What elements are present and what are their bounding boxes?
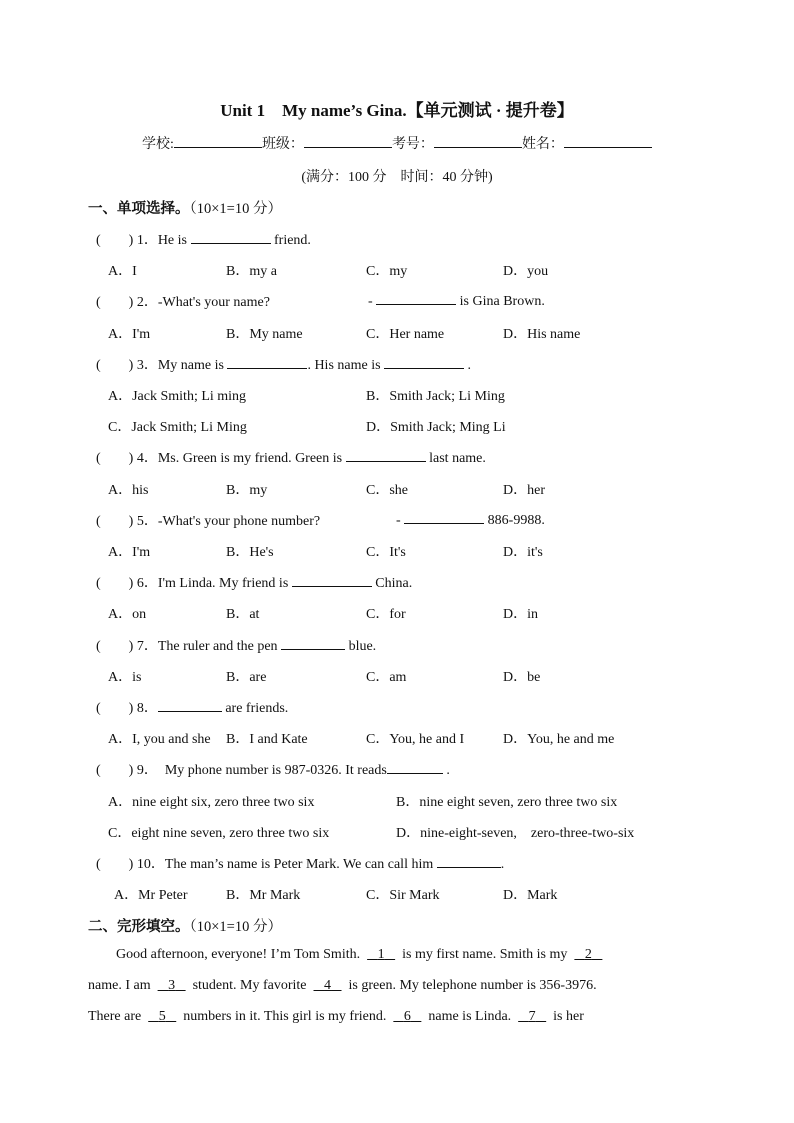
option-c[interactable]: C．she (366, 483, 408, 498)
cloze-blank-7[interactable] (518, 1009, 546, 1024)
score-info: (满分：100 分 时间：40 分钟) (301, 170, 493, 185)
option-d[interactable]: D．you (503, 264, 549, 279)
section-1-score: （10×1=10 分） (189, 201, 282, 217)
passage-line-1 (116, 947, 708, 963)
cloze-blank-6[interactable] (393, 1009, 421, 1024)
question-tail: are friends. (225, 701, 289, 716)
name-label: 姓名： (521, 137, 564, 152)
answer-blank-1[interactable] (227, 355, 307, 369)
option-a[interactable]: A．Jack Smith; Li ming (108, 389, 247, 404)
question-stem: ( ) 2．-What's your name? (96, 295, 270, 310)
cloze-blank-3[interactable] (158, 978, 186, 993)
question-3 (96, 354, 471, 374)
option-b[interactable]: B．my (226, 483, 268, 498)
passage-text: Good afternoon, everyone! I’m Tom Smith. (116, 947, 361, 962)
cloze-blank-2[interactable] (574, 947, 602, 962)
question-stem: ( ) 4．Ms. Green is my friend. Green is (96, 451, 343, 466)
cloze-number: 7 (528, 1009, 536, 1024)
option-b[interactable]: B．Smith Jack; Li Ming (366, 389, 505, 404)
option-c[interactable]: C．You, he and I (366, 732, 465, 747)
cloze-number: 4 (324, 978, 332, 993)
passage-text: name. I am (88, 978, 151, 993)
option-d[interactable]: D．Mark (503, 888, 558, 903)
question-stem: ( ) 5．-What's your phone number? (96, 514, 321, 529)
question-tail: China. (375, 576, 413, 591)
question-4 (96, 447, 486, 467)
section-2-heading (88, 915, 282, 936)
section-1-title: 一、单项选择。 (88, 201, 190, 217)
passage-text: is her (553, 1009, 584, 1024)
class-label: 班级： (261, 137, 304, 152)
question-7 (96, 635, 376, 655)
class-blank[interactable] (304, 134, 392, 148)
question-stem: ( ) 1．He is (96, 233, 187, 248)
cloze-number: 1 (377, 947, 385, 962)
option-b[interactable]: B．He's (226, 545, 274, 560)
school-label: 学校: (142, 137, 174, 152)
question-stem: ( ) 10．The man’s name is Peter Mark. We can call him (96, 857, 434, 872)
question-mid: - (368, 294, 373, 309)
answer-blank[interactable] (346, 448, 426, 462)
option-b[interactable]: B．My name (226, 327, 303, 342)
option-c[interactable]: C．eight nine seven, zero three two six (108, 826, 330, 841)
passage-text: student. My favorite (192, 978, 307, 993)
option-d[interactable]: D．in (503, 607, 538, 622)
option-c[interactable]: C．am (366, 670, 407, 685)
option-a[interactable]: A．Mr Peter (114, 888, 188, 903)
passage-text: numbers in it. This girl is my friend. (183, 1009, 387, 1024)
question-stem: ( ) 6．I'm Linda. My friend is (96, 576, 289, 591)
passage-line-2 (88, 978, 708, 994)
section-2-title: 二、完形填空。 (88, 919, 190, 935)
option-b[interactable]: B．at (226, 607, 260, 622)
question-6 (96, 572, 412, 592)
option-b[interactable]: B．my a (226, 264, 277, 279)
page-title: Unit 1 My name’s Gina.【单元测试 · 提升卷】 (220, 101, 574, 120)
option-a[interactable]: A．I, you and she (108, 732, 211, 747)
question-5-answer-part (396, 510, 545, 529)
question-tail: last name. (429, 451, 486, 466)
option-c[interactable]: C．my (366, 264, 408, 279)
option-d[interactable]: D．Smith Jack; Ming Li (366, 420, 506, 435)
cloze-number: 6 (403, 1009, 411, 1024)
option-b[interactable]: B．I and Kate (226, 732, 308, 747)
option-c[interactable]: C．for (366, 607, 406, 622)
cloze-blank-4[interactable] (314, 978, 342, 993)
header-fields (0, 133, 794, 153)
question-10 (96, 853, 504, 873)
option-b[interactable]: B．Mr Mark (226, 888, 301, 903)
passage-text: is green. My telephone number is 356-3976. (348, 978, 597, 993)
exam-no-label: 考号： (391, 137, 434, 152)
answer-blank-2[interactable] (384, 355, 464, 369)
question-mid: . His name is (307, 358, 381, 373)
option-c[interactable]: C．Her name (366, 327, 445, 342)
option-d[interactable]: D．it's (503, 545, 543, 560)
option-a[interactable]: A．on (108, 607, 147, 622)
section-2-score: （10×1=10 分） (189, 919, 282, 935)
answer-blank[interactable] (292, 573, 372, 587)
passage-text: is my first name. Smith is my (402, 947, 568, 962)
answer-blank[interactable] (437, 854, 501, 868)
option-d[interactable]: D．His name (503, 327, 581, 342)
answer-blank[interactable] (387, 760, 443, 774)
question-9 (96, 759, 450, 779)
name-blank[interactable] (564, 134, 652, 148)
option-a[interactable]: A．is (108, 670, 142, 685)
option-c[interactable]: C．Sir Mark (366, 888, 440, 903)
option-d[interactable]: D．her (503, 483, 545, 498)
question-tail: is Gina Brown. (459, 294, 545, 309)
answer-blank[interactable] (191, 230, 271, 244)
passage-line-3 (88, 1009, 708, 1025)
cloze-blank-5[interactable] (148, 1009, 176, 1024)
question-stem: ( ) 3．My name is (96, 358, 224, 373)
question-1 (96, 229, 311, 249)
option-a[interactable]: A．nine eight six, zero three two six (108, 795, 315, 810)
option-d[interactable]: D．be (503, 670, 541, 685)
section-1-heading (88, 197, 282, 218)
cloze-number: 5 (158, 1009, 166, 1024)
answer-blank[interactable] (376, 291, 456, 305)
question-tail: blue. (348, 639, 377, 654)
option-a[interactable]: A．I (108, 264, 137, 279)
question-5 (96, 510, 320, 530)
option-a[interactable]: A．I'm (108, 545, 151, 560)
question-tail: . (467, 358, 472, 373)
question-2-answer-part (368, 291, 545, 310)
question-2 (96, 291, 270, 311)
option-b[interactable]: B．are (226, 670, 267, 685)
exam-no-blank[interactable] (434, 134, 522, 148)
option-d[interactable]: D．nine-eight-seven, zero-three-two-six (396, 826, 635, 841)
cloze-number: 3 (168, 978, 176, 993)
answer-blank[interactable] (404, 510, 484, 524)
option-c[interactable]: C．Jack Smith; Li Ming (108, 420, 247, 435)
cloze-number: 2 (584, 947, 592, 962)
cloze-blank-1[interactable] (367, 947, 395, 962)
option-c[interactable]: C．It's (366, 545, 406, 560)
question-8 (96, 697, 288, 717)
passage-text: There are (88, 1009, 142, 1024)
option-a[interactable]: A．I'm (108, 327, 151, 342)
option-a[interactable]: A．his (108, 483, 149, 498)
question-tail: . (500, 857, 505, 872)
option-d[interactable]: D．You, he and me (503, 732, 615, 747)
question-stem: ( ) 9． My phone number is 987-0326. It reads (96, 763, 387, 778)
passage-text: name is Linda. (428, 1009, 512, 1024)
question-mid: - (396, 513, 401, 528)
question-stem: ( ) 7．The ruler and the pen (96, 639, 278, 654)
question-tail: friend. (274, 233, 311, 248)
school-blank[interactable] (174, 134, 262, 148)
question-tail: 886-9988. (487, 513, 545, 528)
answer-blank[interactable] (158, 698, 222, 712)
option-b[interactable]: B．nine eight seven, zero three two six (396, 795, 618, 810)
question-tail: . (446, 763, 450, 778)
question-stem: ( ) 8． (96, 701, 158, 716)
answer-blank[interactable] (281, 636, 345, 650)
